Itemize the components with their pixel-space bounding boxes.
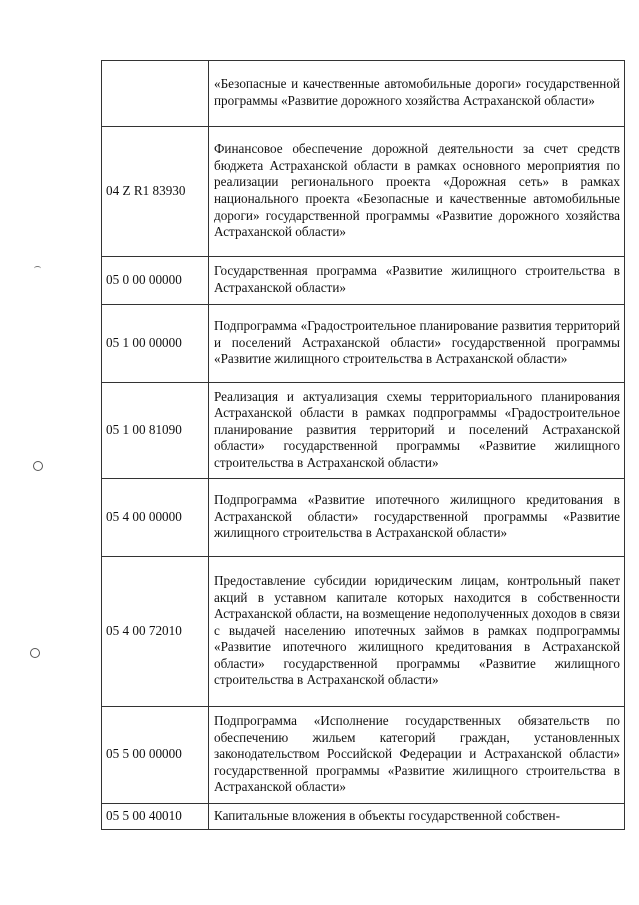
description-cell: Подпрограмма «Развитие ипотечного жилищного кредитования в Астраханской области» государственной программы «Развитие жилищного строительства в Астраханской области» <box>209 479 625 557</box>
description-cell: «Безопасные и качественные автомобильные дороги» государственной программы «Развитие дорожного хозяйства Астраханской области» <box>209 61 625 127</box>
description-cell: Реализация и актуализация схемы территориального планирования Астраханской области в рамках подпрограммы «Градостроительное планирование развития территорий и поселений Астраханской области» государственной программы «Развитие жилищного строительства в Астраханской области» <box>209 383 625 479</box>
code-cell: 05 1 00 81090 <box>102 383 209 479</box>
table-row <box>102 61 625 127</box>
code-cell <box>102 61 209 127</box>
code-cell: 05 4 00 72010 <box>102 557 209 707</box>
table-row <box>102 257 625 305</box>
table-row <box>102 479 625 557</box>
table-row <box>102 557 625 707</box>
description-cell: Подпрограмма «Исполнение государственных обязательств по обеспечению жильем категорий граждан, установленных законодательством Российской Федерации и Астраханской области» государственной программы «Развитие жилищного строительства в Астраханской области» <box>209 707 625 804</box>
table-row <box>102 127 625 257</box>
description-cell: Подпрограмма «Градостроительное планирование развития территорий и поселений Астраханской области» государственной программы «Развитие жилищного строительства в Астраханской области» <box>209 305 625 383</box>
description-cell: Предоставление субсидии юридическим лицам, контрольный пакет акций в уставном капитале которых находится в собственности Астраханской области, на возмещение недополученных доходов в связи с выдачей населению ипотечных займов в рамках подпрограммы «Развитие ипотечного жилищного кредитования в Астраханской области» государственной программы «Развитие жилищного строительства в Астраханской области» <box>209 557 625 707</box>
code-cell: 05 0 00 00000 <box>102 257 209 305</box>
description-cell: Финансовое обеспечение дорожной деятельности за счет средств бюджета Астраханской области в рамках основного мероприятия по реализации регионального проекта «Дорожная сеть» в рамках национального проекта «Безопасные и качественные автомобильные дороги» государственной программы «Развитие дорожного хозяйства Астраханской области» <box>209 127 625 257</box>
description-cell: Капитальные вложения в объекты государственной собствен- <box>209 804 625 830</box>
code-cell: 05 5 00 00000 <box>102 707 209 804</box>
budget-classification-table <box>101 60 625 830</box>
description-cell: Государственная программа «Развитие жилищного строительства в Астраханской области» <box>209 257 625 305</box>
table-row <box>102 707 625 804</box>
code-cell: 05 5 00 40010 <box>102 804 209 830</box>
table-row <box>102 804 625 830</box>
scan-mark <box>34 266 41 271</box>
punch-hole <box>30 648 40 658</box>
table-row <box>102 305 625 383</box>
code-cell: 05 1 00 00000 <box>102 305 209 383</box>
table-row <box>102 383 625 479</box>
punch-hole <box>33 461 43 471</box>
code-cell: 04 Z R1 83930 <box>102 127 209 257</box>
code-cell: 05 4 00 00000 <box>102 479 209 557</box>
